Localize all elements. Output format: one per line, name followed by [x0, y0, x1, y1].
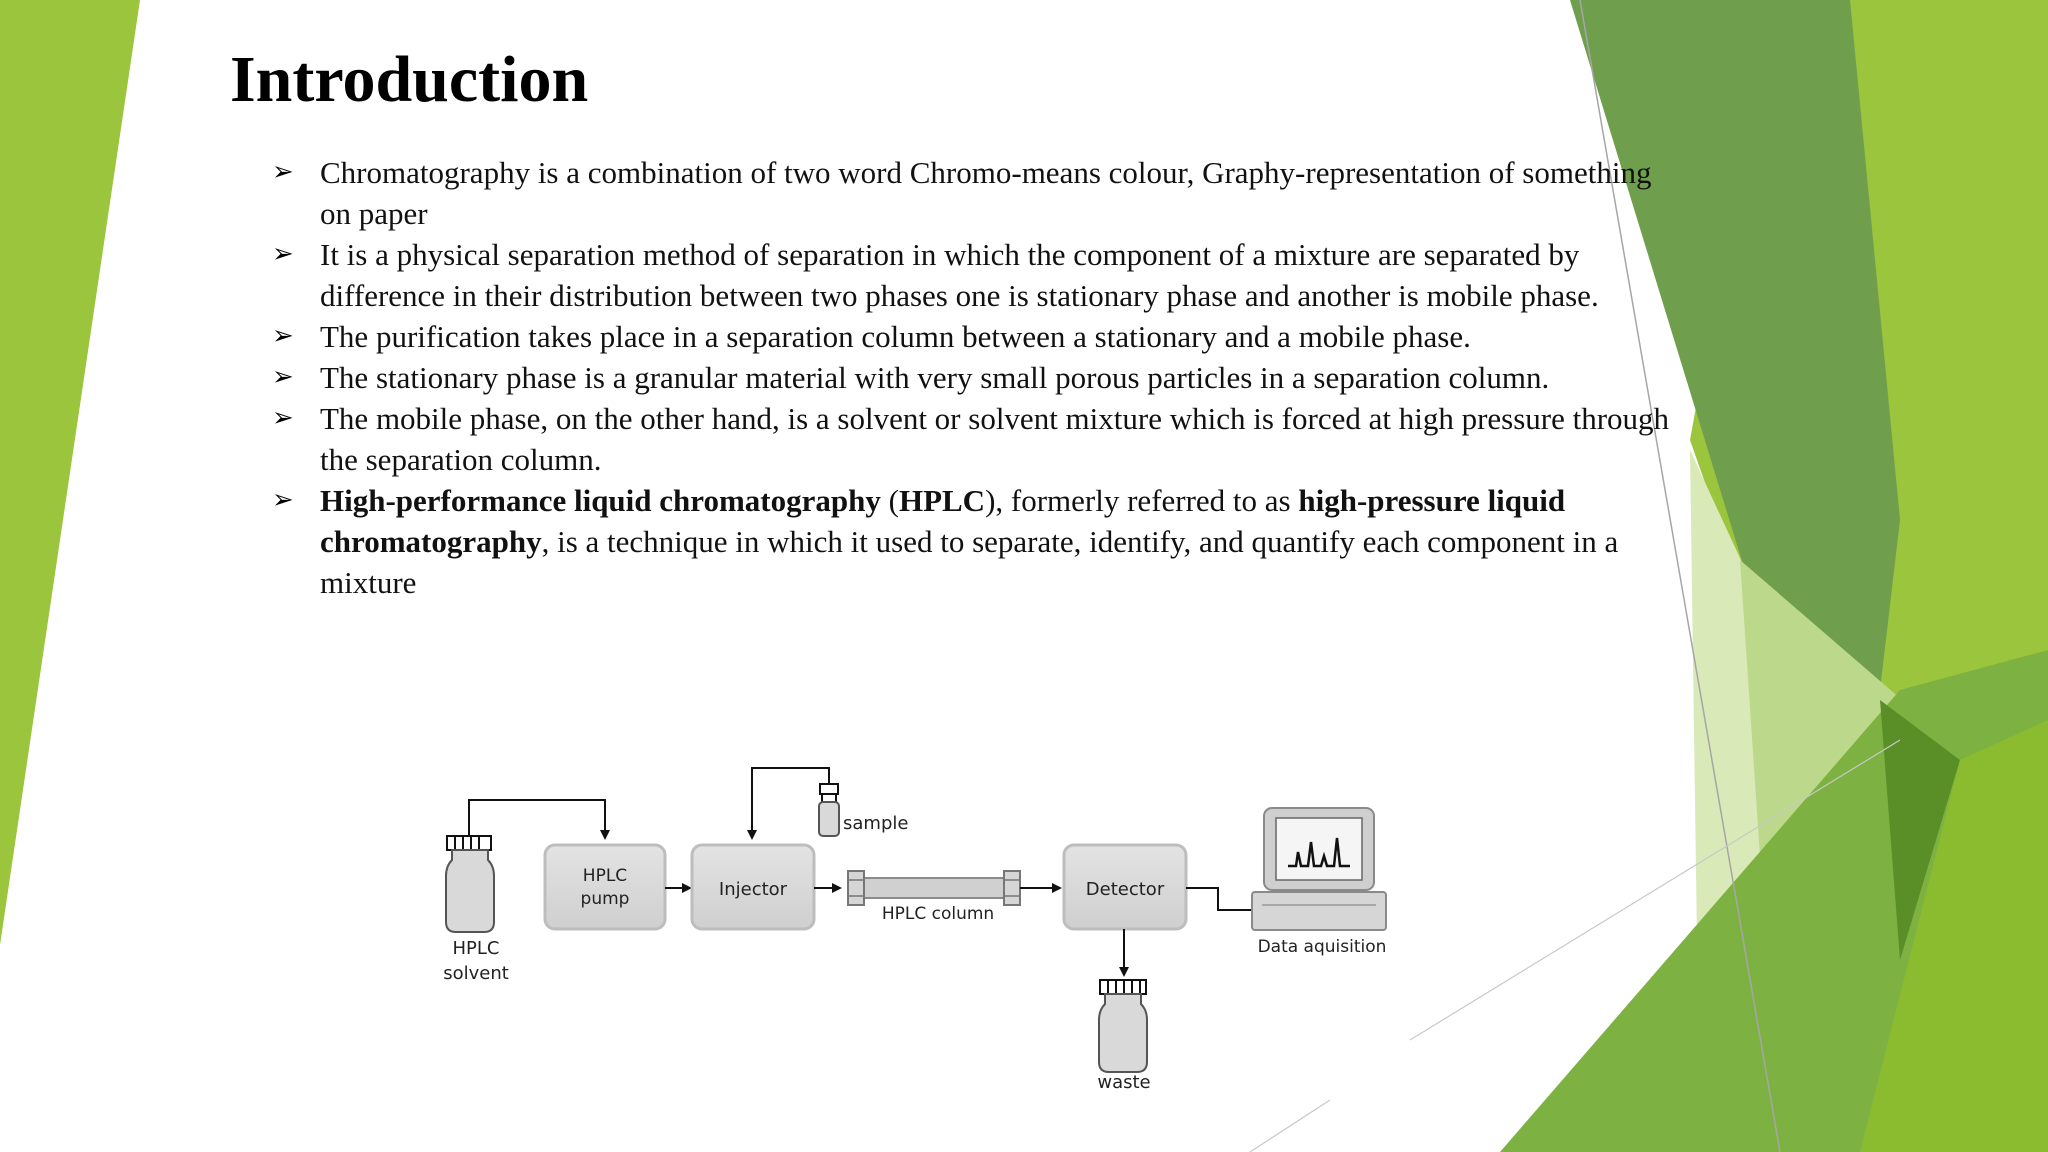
bullet-plain-text: ), formerly referred to as	[985, 483, 1299, 518]
hplc-pump-box	[545, 845, 665, 929]
bullet-plain-text: (	[880, 483, 899, 518]
bullet-bold-text: High-performance liquid chromatography	[320, 483, 881, 518]
computer-icon	[1252, 808, 1386, 930]
hplc-column-icon	[848, 871, 1020, 905]
solvent-label-line1: HPLC	[452, 938, 500, 959]
detector-label: Detector	[1085, 879, 1165, 900]
injector-label: Injector	[718, 879, 788, 900]
column-label: HPLC column	[881, 904, 995, 924]
detector-to-data-line	[1186, 888, 1252, 910]
arrowhead-bullet-icon: ➢	[272, 321, 294, 351]
sample-vial-icon	[819, 784, 839, 836]
bullet-plain-text: , is a technique in which it used to separate, identify, and quantify each component in a mixture	[320, 524, 1619, 600]
pump-label-line1: HPLC	[582, 866, 628, 886]
bullet-text: Chromatography is a combination of two word Chromo-means colour, Graphy-representation of something on paper	[320, 155, 1652, 231]
slide-title: Introduction	[230, 43, 589, 116]
pump-label-line2: pump	[580, 889, 630, 909]
sample-label: sample	[843, 813, 909, 834]
arrowhead-bullet-icon: ➢	[272, 239, 294, 269]
waste-label: waste	[1097, 1072, 1151, 1093]
solvent-bottle-icon	[446, 836, 494, 932]
data-label: Data aquisition	[1257, 937, 1387, 957]
arrowhead-bullet-icon: ➢	[272, 485, 294, 515]
arrowhead-bullet-icon: ➢	[272, 362, 294, 392]
arrowhead-bullet-icon: ➢	[272, 403, 294, 433]
bullet-text: The stationary phase is a granular material with very small porous particles in a separation column.	[320, 360, 1550, 395]
waste-bottle-icon	[1099, 980, 1147, 1072]
sample-to-injector-line	[752, 768, 829, 838]
solvent-label-line2: solvent	[443, 963, 509, 984]
bullet-bold-text: high-pressure liquid chromatography	[320, 483, 1566, 559]
bullet-text: It is a physical separation method of separation in which the component of a mixture are separated by difference in their distribution between two phases one is stationary phase and another is mobile phase.	[320, 237, 1599, 313]
bullet-text: The mobile phase, on the other hand, is a solvent or solvent mixture which is forced at high pressure through the separation column.	[320, 401, 1670, 477]
solvent-to-pump-line	[469, 800, 605, 838]
bullet-bold-text: HPLC	[898, 483, 986, 518]
bullet-text: The purification takes place in a separation column between a stationary and a mobile phase.	[320, 319, 1471, 354]
arrowhead-bullet-icon: ➢	[272, 157, 294, 187]
